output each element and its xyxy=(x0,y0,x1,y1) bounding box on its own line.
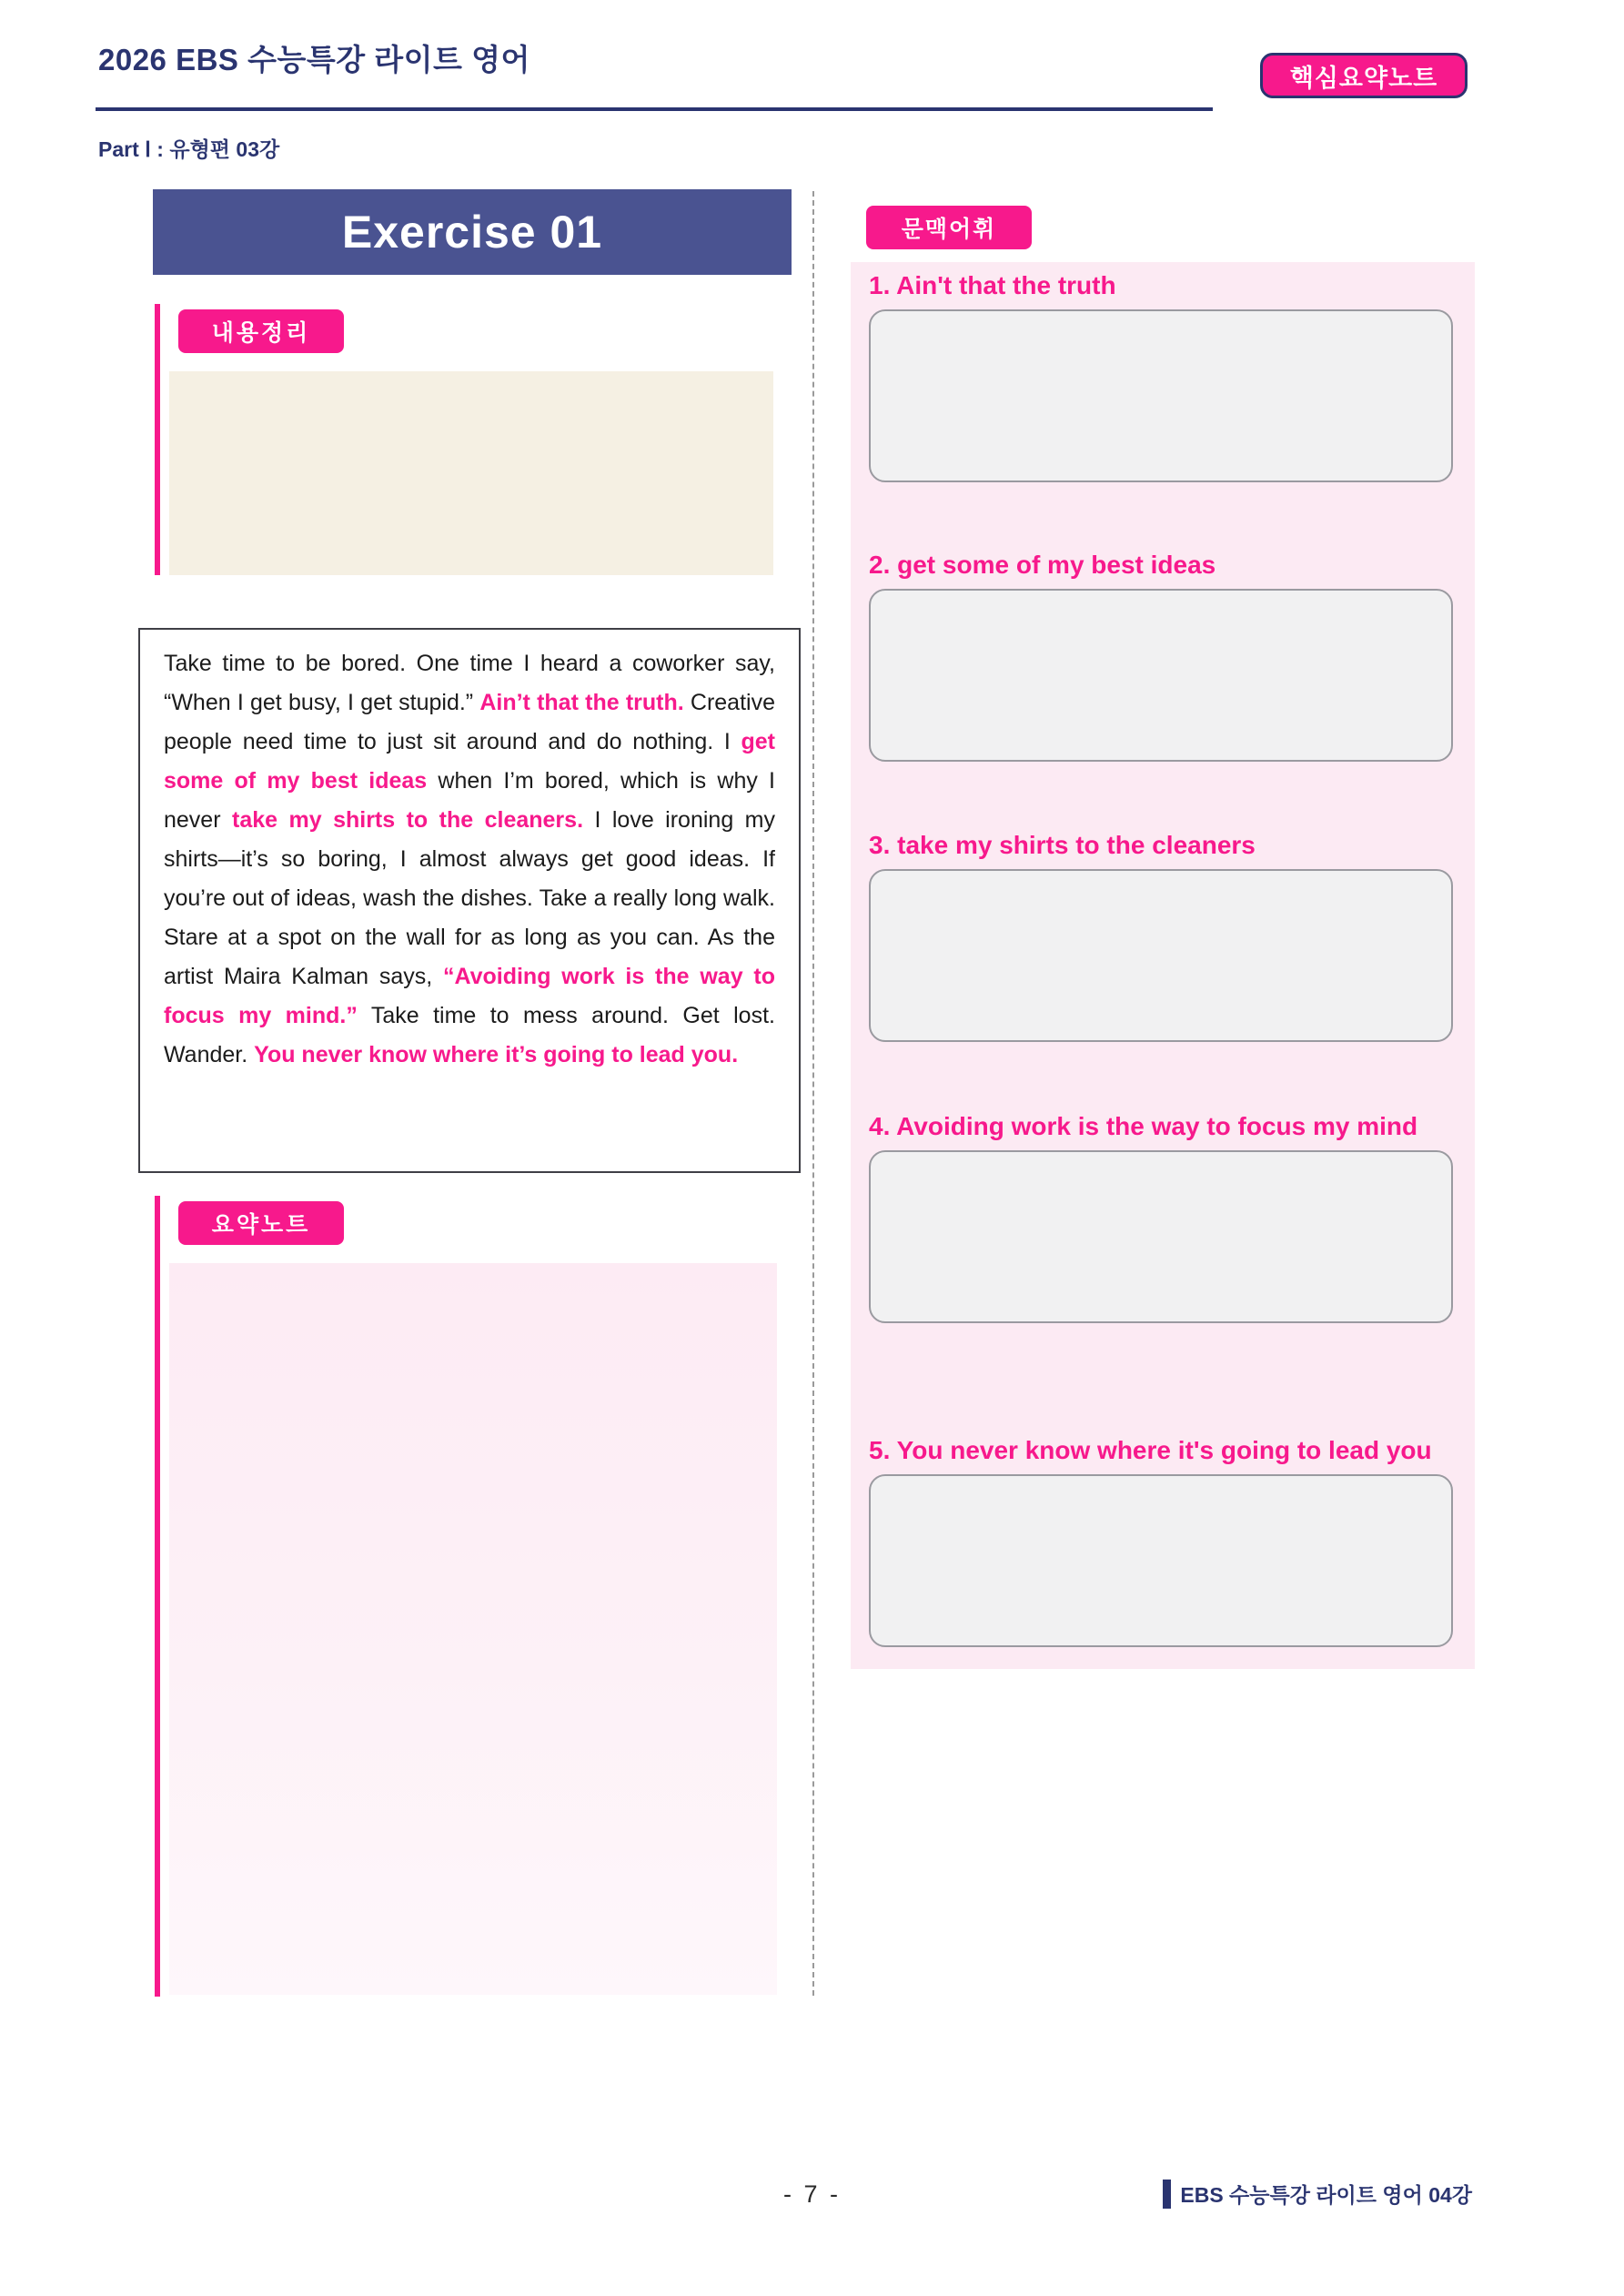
passage-highlight: You never know where it’s going to lead you. xyxy=(254,1042,739,1067)
context-vocab-panel xyxy=(851,262,1475,1669)
header-rule xyxy=(96,107,1213,111)
vocab-item-heading: 1. Ain't that the truth xyxy=(869,271,1116,299)
passage-segment: when I’m bored, which is why I never xyxy=(164,768,775,833)
vocab-answer-box[interactable] xyxy=(869,869,1453,1042)
vocab-item-heading: 3. take my shirts to the cleaners xyxy=(869,831,1256,859)
book-title: 2026 EBS 수능특강 라이트 영어 xyxy=(98,43,530,76)
footer-accent-bar xyxy=(1163,2180,1171,2209)
vocab-item-heading: 5. You never know where it's going to lead you xyxy=(869,1436,1432,1464)
vocab-answer-box[interactable] xyxy=(869,589,1453,762)
exercise-title: Exercise 01 xyxy=(341,207,603,258)
passage-segment: Creative people need time to just sit around and do nothing. I xyxy=(164,690,775,754)
vocab-item xyxy=(869,271,1453,482)
summary-section-accent-bar xyxy=(155,1196,160,1997)
vocab-item xyxy=(869,1436,1453,1647)
column-divider xyxy=(812,191,814,1996)
passage-box xyxy=(138,628,801,1173)
passage-segment: Take time to be bored. One time I heard a coworker say, “When I get busy, I get stupid.” xyxy=(164,651,775,715)
passage-segment: Take time to mess around. Get lost. Wander. xyxy=(164,1003,775,1067)
passage-highlight: take my shirts to the cleaners. xyxy=(232,807,584,833)
passage-segment: I love ironing my shirts—it’s so boring, I almost always get good ideas. If you’re out of ideas, wash the dishes. Take a really long walk. Stare at a spot on the wall for as long as you can. As the artist Maira Kalman says, xyxy=(164,807,776,989)
footer-book-label-group xyxy=(1163,2179,1472,2209)
passage-highlight: get some of my best ideas xyxy=(164,729,775,794)
page-number: - 7 - xyxy=(782,2180,842,2208)
vocab-item-heading: 4. Avoiding work is the way to focus my mind xyxy=(869,1112,1418,1140)
summary-note-writing-area[interactable] xyxy=(169,1263,777,1995)
vocab-answer-box[interactable] xyxy=(869,1150,1453,1323)
footer-book-label: EBS 수능특강 라이트 영어 04강 xyxy=(1180,2183,1472,2207)
content-summary-writing-area[interactable] xyxy=(169,371,773,575)
passage-text xyxy=(164,644,775,1075)
content-section-accent-bar xyxy=(155,304,160,575)
part-label: Part Ⅰ : 유형편 03강 xyxy=(98,137,280,161)
vocab-item xyxy=(869,831,1453,1042)
key-summary-note-badge: 핵심요약노트 xyxy=(1260,53,1468,98)
passage-highlight: Ain’t that the truth. xyxy=(479,690,684,715)
passage-highlight: “Avoiding work is the way to focus my mind.” xyxy=(164,964,775,1028)
summary-note-label: 요약노트 xyxy=(178,1201,344,1245)
exercise-title-banner xyxy=(153,189,792,275)
content-summary-label: 내용정리 xyxy=(178,309,344,353)
context-vocab-badge: 문맥어휘 xyxy=(866,206,1032,249)
vocab-item xyxy=(869,551,1453,762)
vocab-answer-box[interactable] xyxy=(869,1474,1453,1647)
vocab-answer-box[interactable] xyxy=(869,309,1453,482)
vocab-item-heading: 2. get some of my best ideas xyxy=(869,551,1216,579)
vocab-item xyxy=(869,1112,1453,1323)
